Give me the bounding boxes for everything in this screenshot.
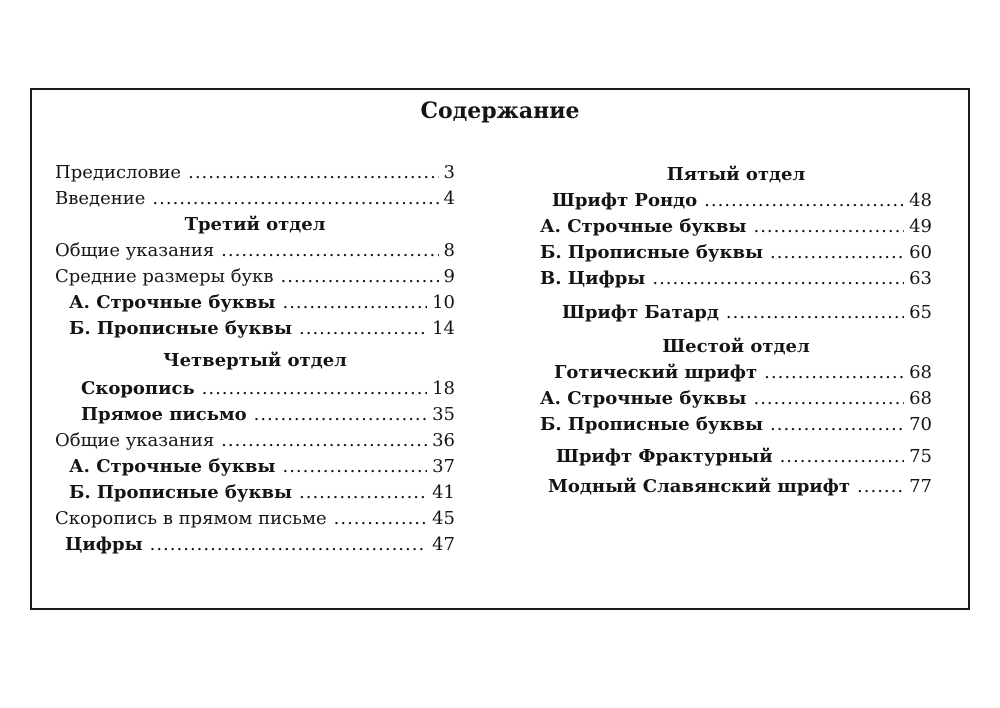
toc-entry: [55, 480, 455, 506]
toc-entry: [540, 474, 932, 500]
dot-leader: [221, 428, 427, 454]
toc-entry-page: 75: [909, 446, 932, 467]
toc-entry: [540, 214, 932, 240]
toc-entry-label: Цифры: [65, 534, 143, 555]
toc-entry-label: Шрифт Батард: [562, 302, 719, 323]
dot-leader: [254, 402, 428, 428]
toc-entry: [540, 188, 932, 214]
toc-entry-page: 68: [909, 362, 932, 383]
toc-entry-page: 37: [432, 456, 455, 477]
toc-entry-page: 65: [909, 302, 932, 323]
section-heading: Пятый отдел: [666, 164, 806, 185]
dot-leader: [764, 360, 904, 386]
toc-entry-label: Шрифт Рондо: [552, 190, 698, 211]
toc-entry-page: 8: [443, 240, 455, 261]
section-heading: Третий отдел: [184, 214, 326, 235]
toc-entry-page: 10: [432, 292, 455, 313]
dot-leader: [221, 238, 438, 264]
toc-left-column: [55, 160, 455, 558]
toc-entry-page: 70: [909, 414, 932, 435]
toc-entry: [55, 428, 455, 454]
toc-entry-page: 63: [909, 268, 932, 289]
toc-entry-label: А. Строчные буквы: [540, 216, 747, 237]
toc-entry-page: 77: [909, 476, 932, 497]
toc-entry-label: Предисловие: [55, 162, 182, 183]
toc-entry: [55, 454, 455, 480]
toc-entry-label: А. Строчные буквы: [69, 456, 276, 477]
dot-leader: [299, 316, 427, 342]
toc-entry: [540, 266, 932, 292]
toc-entry-label: Скоропись в прямом письме: [55, 508, 327, 529]
dot-leader: [857, 474, 904, 500]
dot-leader: [188, 160, 438, 186]
toc-entry: [55, 316, 455, 342]
toc-entry-label: А. Строчные буквы: [540, 388, 747, 409]
dot-leader: [753, 214, 904, 240]
toc-entry: [55, 506, 455, 532]
toc-entry-page: 4: [443, 188, 455, 209]
toc-entry-label: Готический шрифт: [554, 362, 758, 383]
toc-entry-label: Б. Прописные буквы: [540, 414, 764, 435]
toc-entry: [55, 290, 455, 316]
toc-entry-page: 49: [909, 216, 932, 237]
dot-leader: [282, 290, 427, 316]
toc-entry-page: 18: [432, 378, 455, 399]
toc-entry-page: 47: [432, 534, 455, 555]
toc-entry-page: 60: [909, 242, 932, 263]
toc-entry: [55, 238, 455, 264]
dot-leader: [770, 240, 904, 266]
toc-entry-page: 45: [432, 508, 455, 529]
dot-leader: [726, 300, 904, 326]
dot-leader: [152, 186, 438, 212]
toc-entry-page: 36: [432, 430, 455, 451]
toc-entry-page: 48: [909, 190, 932, 211]
toc-entry-page: 41: [432, 482, 455, 503]
toc-entry: [55, 186, 455, 212]
dot-leader: [299, 480, 427, 506]
toc-right-column: [540, 162, 932, 500]
section-heading: Четвертый отдел: [163, 350, 347, 371]
dot-leader: [150, 532, 427, 558]
dot-leader: [770, 412, 904, 438]
toc-entry: [55, 402, 455, 428]
toc-entry-label: Введение: [55, 188, 146, 209]
toc-entry: [55, 264, 455, 290]
toc-entry-page: 35: [432, 404, 455, 425]
section-heading: Шестой отдел: [662, 336, 810, 357]
toc-entry-page: 9: [443, 266, 455, 287]
toc-entry: [540, 300, 932, 326]
toc-entry: [55, 160, 455, 186]
toc-entry-label: Общие указания: [55, 240, 215, 261]
toc-entry-label: Общие указания: [55, 430, 215, 451]
dot-leader: [334, 506, 427, 532]
dot-leader: [704, 188, 904, 214]
toc-entry-label: Б. Прописные буквы: [69, 482, 293, 503]
toc-entry-label: Б. Прописные буквы: [540, 242, 764, 263]
toc-entry-label: Модный Славянский шрифт: [548, 476, 851, 497]
dot-leader: [652, 266, 904, 292]
dot-leader: [281, 264, 439, 290]
toc-entry: [540, 412, 932, 438]
dot-leader: [780, 444, 905, 470]
toc-entry-label: Средние размеры букв: [55, 266, 274, 287]
toc-entry-label: В. Цифры: [540, 268, 646, 289]
toc-entry: [540, 386, 932, 412]
dot-leader: [753, 386, 904, 412]
toc-entry-label: А. Строчные буквы: [69, 292, 276, 313]
toc-entry: [540, 360, 932, 386]
toc-entry-label: Прямое письмо: [81, 404, 247, 425]
page-title: Содержание: [420, 98, 580, 124]
toc-entry: [55, 532, 455, 558]
toc-entry: [55, 376, 455, 402]
toc-entry-page: 14: [432, 318, 455, 339]
toc-entry-label: Скоропись: [81, 378, 195, 399]
toc-entry: [540, 240, 932, 266]
dot-leader: [202, 376, 427, 402]
dot-leader: [282, 454, 427, 480]
toc-entry-label: Б. Прописные буквы: [69, 318, 293, 339]
toc-entry: [540, 444, 932, 470]
toc-entry-page: 3: [443, 162, 455, 183]
toc-entry-label: Шрифт Фрактурный: [556, 446, 773, 467]
toc-entry-page: 68: [909, 388, 932, 409]
